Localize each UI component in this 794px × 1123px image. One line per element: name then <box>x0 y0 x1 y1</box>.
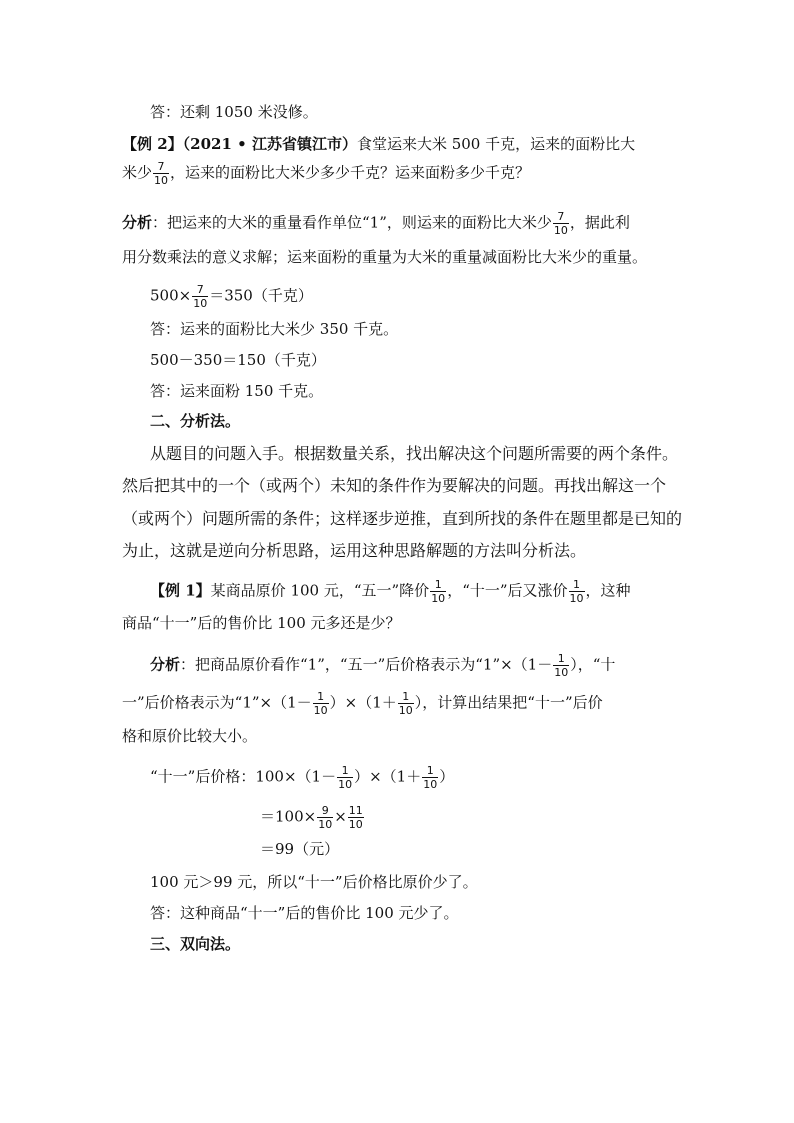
fraction: $\frac{1}{10}$ <box>431 578 446 605</box>
example-source: （2021 • 江苏省镇江市） <box>182 135 357 153</box>
analysis-label: 分析 <box>150 655 181 674</box>
analysis-label: 分析 <box>122 213 153 232</box>
answer-line: 答：这种商品“十一”后的售价比 100 元少了。 <box>150 904 459 922</box>
fraction: $\frac{7}{10}$ <box>553 210 568 237</box>
fraction: $\frac{1}{10}$ <box>398 690 413 717</box>
equation-line: 500× $\frac{7}{10}$ ＝350（千克） <box>150 283 313 310</box>
example-label: 【例 2】 <box>122 135 183 153</box>
paragraph-line: 从题目的问题入手。根据数量关系，找出解决这个问题所需要的两个条件。 <box>150 444 679 463</box>
fraction: $\frac{11}{10}$ <box>348 804 363 831</box>
analysis-line-1: 分析：把运来的大米的重量看作单位“1”，则运来的面粉比大米少 $\frac{7}{10}$ ，据此利 <box>122 210 630 237</box>
analysis-line-2: 一”后价格表示为“1”×（1－ $\frac{1}{10}$ ）×（1＋ $\frac{1}{10}$ ），计算出结果把“十一”后价 <box>122 690 603 717</box>
fraction: $\frac{7}{10}$ <box>193 283 208 310</box>
paragraph-line: 为止，这就是逆向分析思路，运用这种思路解题的方法叫分析法。 <box>122 541 587 560</box>
calculation-line-1: “十一”后价格：100×（1－ $\frac{1}{10}$ ）×（1＋ $\frac{1}{10}$ ） <box>150 764 455 791</box>
calculation-line-2: ＝100× $\frac{9}{10}$ × $\frac{11}{10}$ <box>260 804 363 831</box>
paragraph-line: （或两个）问题所需的条件；这样逐步逆推，直到所找的条件在题里都是已知的 <box>122 509 683 528</box>
analysis-line-3: 格和原价比较大小。 <box>122 727 258 745</box>
equation-line: 500－350＝150（千克） <box>150 351 326 369</box>
calculation-result: ＝99（元） <box>260 840 340 858</box>
analysis-line-1: 分析：把商品原价看作“1”，“五一”后价格表示为“1”×（1－ $\frac{1}{10}$ ），“十 <box>150 652 616 679</box>
example-2-question: 米少 $\frac{7}{10}$ ，运来的面粉比大米少多少千克？运来面粉多少千克？ <box>122 160 531 187</box>
answer-line-remaining: 答：还剩 1050 米没修。 <box>150 103 318 121</box>
analysis-line-2: 用分数乘法的意义求解；运来面粉的重量为大米的重量减面粉比大米少的重量。 <box>122 248 648 266</box>
fraction: $\frac{1}{10}$ <box>313 690 328 717</box>
example-1-question: 商品“十一”后的售价比 100 元多还是少？ <box>122 614 401 632</box>
fraction: $\frac{9}{10}$ <box>318 804 333 831</box>
answer-line: 答：运来的面粉比大米少 350 千克。 <box>150 320 399 338</box>
fraction: $\frac{1}{10}$ <box>554 652 569 679</box>
section-heading: 三、双向法。 <box>150 935 241 953</box>
answer-line: 答：运来面粉 150 千克。 <box>150 382 324 400</box>
fraction: $\frac{1}{10}$ <box>423 764 438 791</box>
example-label: 【例 1】 <box>150 581 211 600</box>
fraction: $\frac{1}{10}$ <box>338 764 353 791</box>
example-1-intro: 【例 1】某商品原价 100 元，“五一”降价 $\frac{1}{10}$ ，“十一”后又涨价 $\frac{1}{10}$ ，这种 <box>150 578 631 605</box>
section-heading: 二、分析法。 <box>150 412 241 430</box>
example-2-intro: 【例 2】（2021 • 江苏省镇江市）食堂运来大米 500 千克，运来的面粉比大 <box>122 135 636 153</box>
fraction: $\frac{1}{10}$ <box>569 578 584 605</box>
fraction: $\frac{7}{10}$ <box>154 160 169 187</box>
comparison-line: 100 元＞99 元，所以“十一”后价格比原价少了。 <box>150 873 478 891</box>
paragraph-line: 然后把其中的一个（或两个）未知的条件作为要解决的问题。再找出解这一个 <box>122 476 667 495</box>
